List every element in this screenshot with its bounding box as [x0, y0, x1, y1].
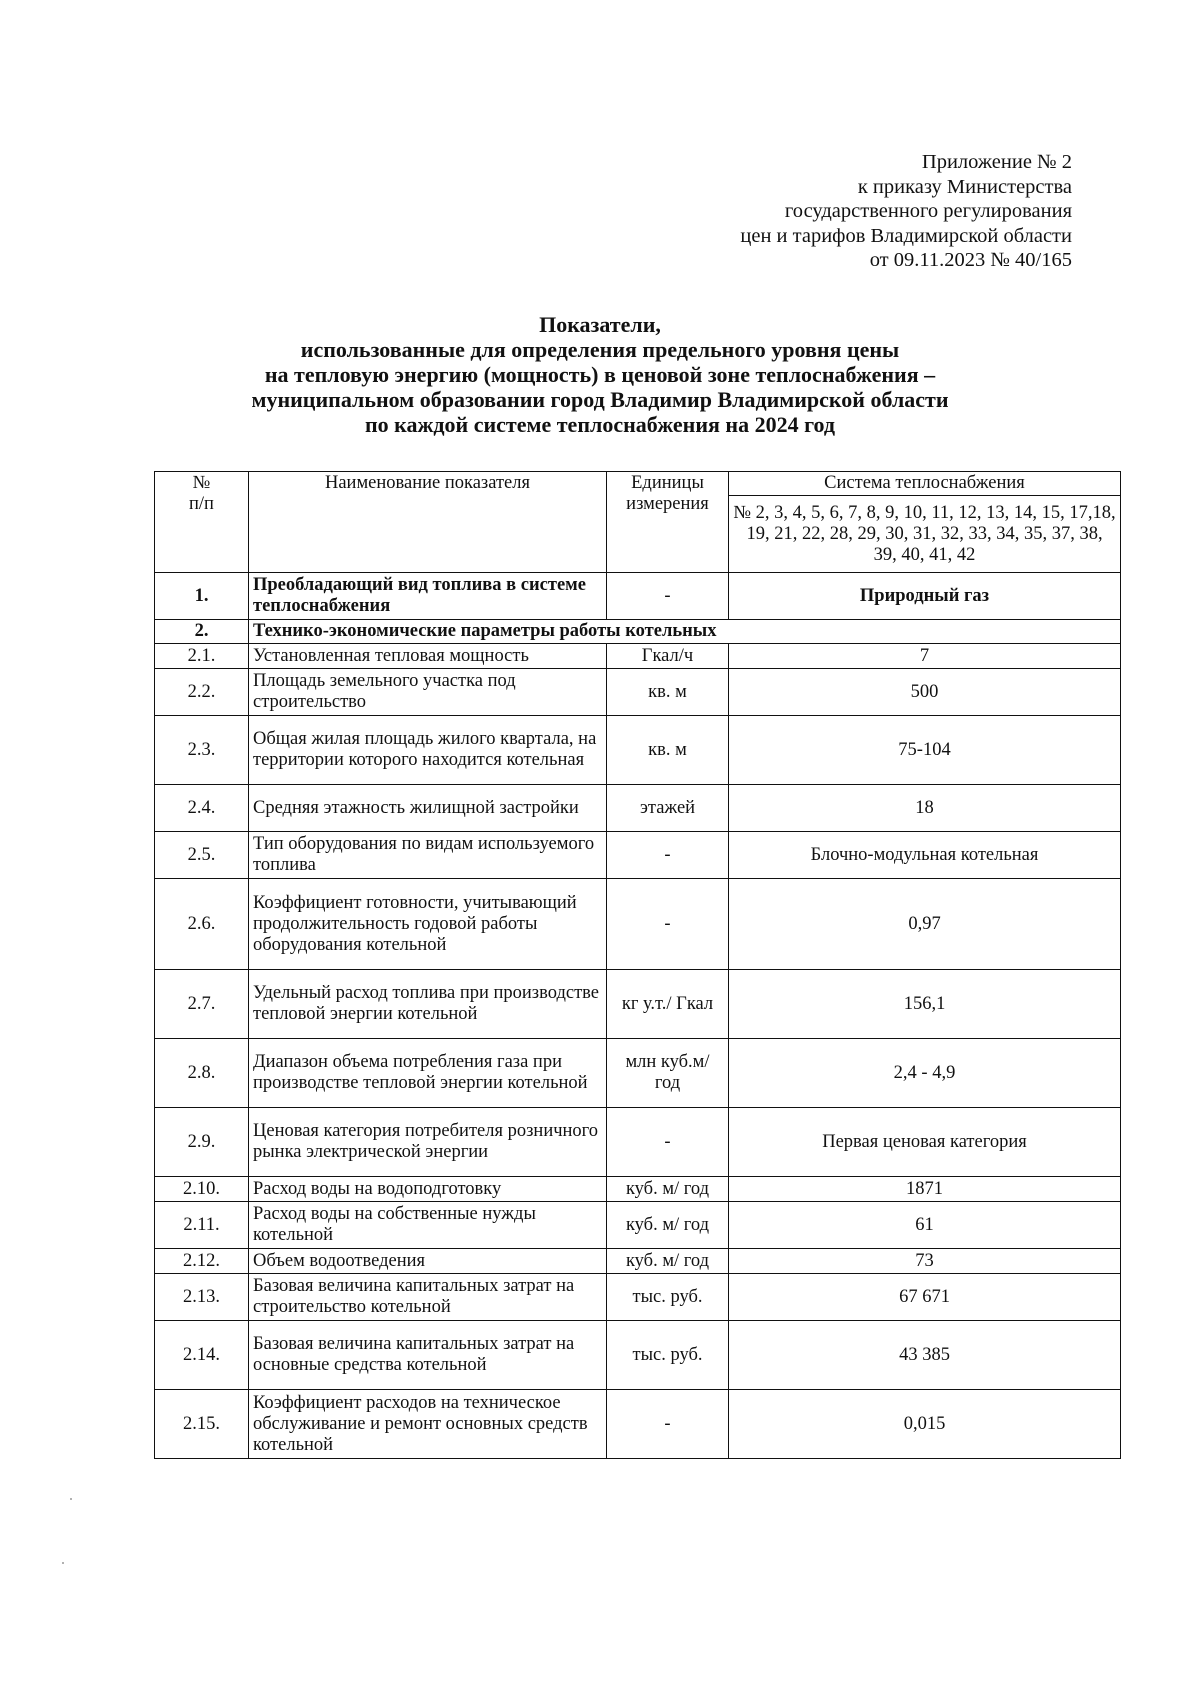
table-row: [155, 573, 1121, 620]
table-row: [155, 1177, 1121, 1202]
row-number: 2.4.: [155, 785, 249, 832]
table-row: [155, 1249, 1121, 1274]
appendix-line: государственного регулирования: [784, 200, 1072, 222]
row-name: Базовая величина капитальных затрат на основные средства котельной: [249, 1321, 607, 1390]
header-system-text: Система теплоснабжения: [824, 473, 1025, 493]
table-row: [155, 785, 1121, 832]
appendix-line: от 09.11.2023 № 40/165: [869, 249, 1072, 271]
row-number: 1.: [155, 573, 249, 620]
row-name: Объем водоотведения: [249, 1249, 607, 1274]
appendix-line: цен и тарифов Владимирской области: [740, 224, 1072, 247]
row-value: Первая ценовая категория: [729, 1108, 1121, 1177]
row-name: Диапазон объема потребления газа при производстве тепловой энергии котельной: [249, 1039, 607, 1108]
scan-speck: [70, 1498, 72, 1500]
section-row: [155, 620, 1121, 644]
row-number: 2.13.: [155, 1274, 249, 1321]
row-number: 2.9.: [155, 1108, 249, 1177]
table-row: [155, 970, 1121, 1039]
table-header-row-1: [155, 472, 1121, 496]
row-number: 2.6.: [155, 879, 249, 970]
table-row: [155, 1274, 1121, 1321]
row-unit: кг у.т./ Гкал: [607, 970, 729, 1039]
row-name: Коэффициент готовности, учитывающий продолжительность годовой работы оборудования котельной: [249, 879, 607, 970]
row-number: 2.14.: [155, 1321, 249, 1390]
header-systems-list: [729, 496, 1121, 573]
row-unit: кв. м: [607, 716, 729, 785]
row-value: 2,4 - 4,9: [729, 1039, 1121, 1108]
row-number: 2.1.: [155, 644, 249, 669]
row-value: 61: [729, 1202, 1121, 1249]
table-row: [155, 879, 1121, 970]
row-value: 156,1: [729, 970, 1121, 1039]
table-row: [155, 644, 1121, 669]
row-name: Ценовая категория потребителя розничного рынка электрической энергии: [249, 1108, 607, 1177]
appendix-line: к приказу Министерства: [857, 175, 1072, 198]
appendix-block: [472, 150, 1072, 273]
row-value: 18: [729, 785, 1121, 832]
row-name: Общая жилая площадь жилого квартала, на территории которого находится котельная: [249, 716, 607, 785]
row-name: Тип оборудования по видам используемого топлива: [249, 832, 607, 879]
title-line: Показатели,: [539, 312, 661, 337]
row-number: 2.12.: [155, 1249, 249, 1274]
row-number: 2.7.: [155, 970, 249, 1039]
table-row: [155, 1108, 1121, 1177]
row-value: 1871: [729, 1177, 1121, 1202]
row-unit: Гкал/ч: [607, 644, 729, 669]
row-unit: тыс. руб.: [607, 1274, 729, 1321]
row-number: 2.8.: [155, 1039, 249, 1108]
header-unit: [607, 472, 729, 573]
title-line: муниципальном образовании город Владимир Владимирской области: [251, 387, 949, 412]
header-name-text: Наименование показателя: [324, 473, 531, 493]
row-value: 67 671: [729, 1274, 1121, 1321]
row-value: 73: [729, 1249, 1121, 1274]
row-value: 0,97: [729, 879, 1121, 970]
indicators-table: [154, 471, 1121, 1459]
title-line: по каждой системе теплоснабжения на 2024 год: [364, 412, 836, 437]
row-name: Расход воды на собственные нужды котельной: [249, 1202, 607, 1249]
table-row: [155, 1390, 1121, 1459]
row-unit: -: [607, 573, 729, 620]
header-unit-text: Единицы измерения: [626, 473, 709, 514]
row-name: Установленная тепловая мощность: [249, 644, 607, 669]
title-line: на тепловую энергию (мощность) в ценовой зоне теплоснабжения –: [264, 362, 936, 387]
row-unit: этажей: [607, 785, 729, 832]
row-number: 2.10.: [155, 1177, 249, 1202]
table-row: [155, 716, 1121, 785]
document-title: [150, 312, 1050, 437]
header-name: [249, 472, 607, 573]
scan-speck: [62, 1562, 64, 1564]
row-unit: куб. м/ год: [607, 1202, 729, 1249]
header-systems-list-text: № 2, 3, 4, 5, 6, 7, 8, 9, 10, 11, 12, 13, 14, 15, 17,18, 19, 21, 22, 28, 29, 30, 31, 32, 33, 34, 35, 37, 38, 39, 40, 41, 42: [733, 502, 1116, 565]
row-value: 75-104: [729, 716, 1121, 785]
row-name: Базовая величина капитальных затрат на строительство котельной: [249, 1274, 607, 1321]
row-number: 2.2.: [155, 669, 249, 716]
row-value: 43 385: [729, 1321, 1121, 1390]
table-row: [155, 1039, 1121, 1108]
table-row: [155, 832, 1121, 879]
section-number: 2.: [155, 620, 249, 644]
row-unit: -: [607, 1390, 729, 1459]
row-number: 2.11.: [155, 1202, 249, 1249]
row-name: Удельный расход топлива при производстве тепловой энергии котельной: [249, 970, 607, 1039]
table-row: [155, 1321, 1121, 1390]
row-unit: куб. м/ год: [607, 1177, 729, 1202]
row-value: Блочно-модульная котельная: [729, 832, 1121, 879]
header-system: [729, 472, 1121, 496]
row-number: 2.3.: [155, 716, 249, 785]
table-row: [155, 669, 1121, 716]
row-value: 500: [729, 669, 1121, 716]
row-value: 0,015: [729, 1390, 1121, 1459]
row-number: 2.5.: [155, 832, 249, 879]
row-unit: -: [607, 832, 729, 879]
row-value: Природный газ: [729, 573, 1121, 620]
row-unit: млн куб.м/ год: [607, 1039, 729, 1108]
title-line: использованные для определения предельного уровня цены: [300, 337, 900, 362]
header-no-text: № п/п: [189, 473, 214, 514]
row-unit: -: [607, 1108, 729, 1177]
row-unit: кв. м: [607, 669, 729, 716]
row-name: Расход воды на водоподготовку: [249, 1177, 607, 1202]
row-name: Коэффициент расходов на техническое обслуживание и ремонт основных средств котельной: [249, 1390, 607, 1459]
appendix-line: Приложение № 2: [921, 151, 1072, 173]
section-title: Технико-экономические параметры работы котельных: [249, 620, 1121, 644]
row-unit: тыс. руб.: [607, 1321, 729, 1390]
row-name: Средняя этажность жилищной застройки: [249, 785, 607, 832]
row-number: 2.15.: [155, 1390, 249, 1459]
row-name: Преобладающий вид топлива в системе теплоснабжения: [249, 573, 607, 620]
row-value: 7: [729, 644, 1121, 669]
header-no: [155, 472, 249, 573]
row-name: Площадь земельного участка под строительство: [249, 669, 607, 716]
table-row: [155, 1202, 1121, 1249]
row-unit: -: [607, 879, 729, 970]
row-unit: куб. м/ год: [607, 1249, 729, 1274]
